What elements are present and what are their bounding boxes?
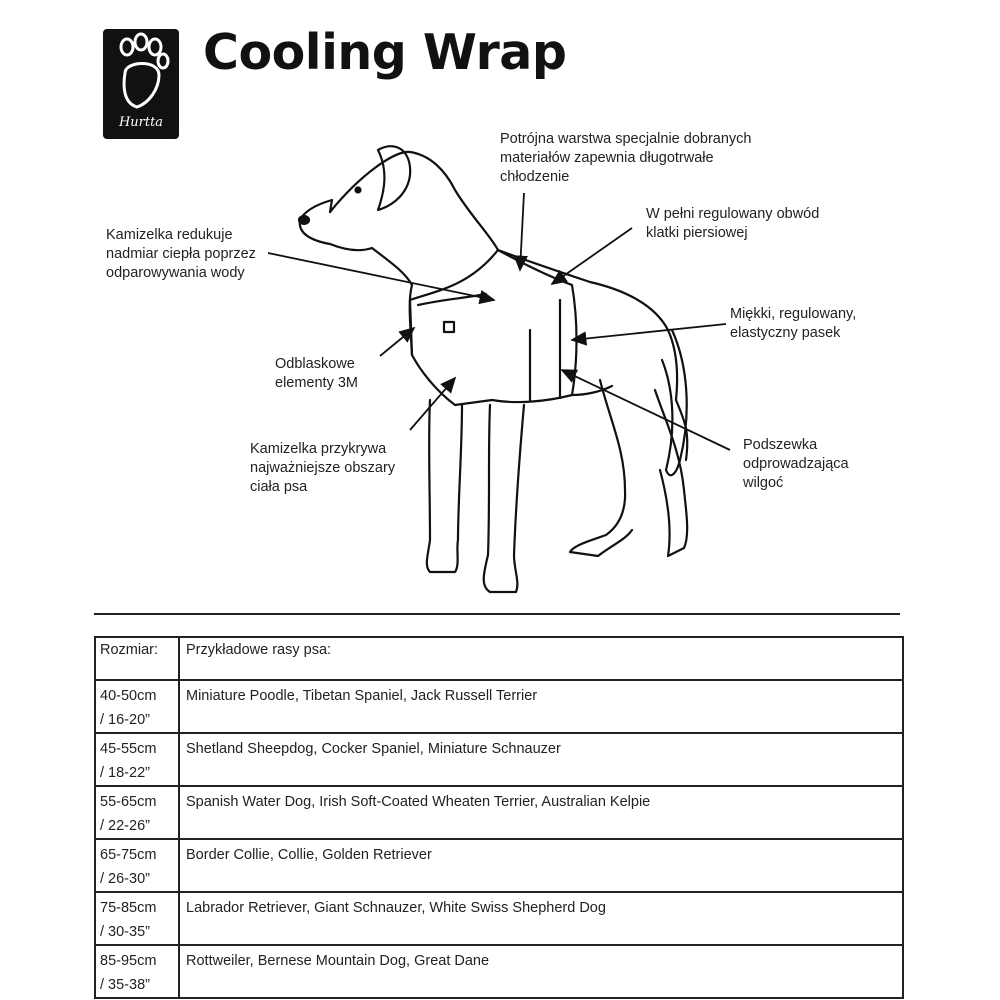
front-leg-left: [427, 400, 462, 572]
size-inch: / 35-38”: [100, 977, 150, 993]
arrow-adjustable: [552, 228, 632, 284]
size-cm: 40-50cm: [100, 688, 157, 704]
size-cm: 85-95cm: [100, 953, 157, 969]
front-leg-right: [484, 405, 524, 592]
breeds-cell: Miniature Poodle, Tibetan Spaniel, Jack Russell Terrier: [179, 680, 903, 733]
table-row: [95, 733, 903, 786]
vest: [410, 250, 577, 405]
divider: [94, 613, 900, 615]
size-cell: [95, 680, 179, 733]
breeds-cell: Border Collie, Collie, Golden Retriever: [179, 839, 903, 892]
size-cm: 75-85cm: [100, 900, 157, 916]
dog-head: [330, 152, 498, 250]
page-title: Cooling Wrap: [203, 24, 567, 81]
arrow-lining: [562, 370, 730, 450]
callout-strap: Miękki, regulowany, elastyczny pasek: [730, 306, 857, 341]
callout-lining: Podszewka odprowadzająca wilgoć: [743, 437, 849, 491]
breeds-cell: Rottweiler, Bernese Mountain Dog, Great Dane: [179, 945, 903, 998]
callout-reflective: Odblaskowe elementy 3M: [275, 356, 359, 391]
size-cell: [95, 839, 179, 892]
size-inch: / 30-35”: [100, 924, 150, 940]
size-cell: [95, 733, 179, 786]
callout-adjustable: W pełni regulowany obwód klatki piersiowej: [646, 206, 820, 241]
logo-text: Hurtta: [118, 115, 164, 130]
size-inch: / 16-20”: [100, 712, 150, 728]
table-row: [95, 680, 903, 733]
callout-layers: Potrójna warstwa specjalnie dobranych materiałów zapewnia długotrwałe chłodzenie: [500, 131, 752, 185]
callout-evaporation: Kamizelka redukuje nadmiar ciepła poprzez odparowywania wody: [106, 227, 256, 281]
hind-leg-left: [570, 380, 632, 556]
breeds-cell: Labrador Retriever, Giant Schnauzer, White Swiss Shepherd Dog: [179, 892, 903, 945]
table-row: [95, 892, 903, 945]
size-cell: [95, 892, 179, 945]
breeds-cell: Spanish Water Dog, Irish Soft-Coated Wheaten Terrier, Australian Kelpie: [179, 786, 903, 839]
size-inch: / 22-26”: [100, 818, 150, 834]
callout-coverage: Kamizelka przykrywa najważniejsze obszary ciała psa: [250, 441, 396, 495]
breeds-cell: Shetland Sheepdog, Cocker Spaniel, Miniature Schnauzer: [179, 733, 903, 786]
size-cm: 65-75cm: [100, 847, 157, 863]
arrow-evaporation: [268, 253, 494, 300]
table-row: [95, 786, 903, 839]
table-header-row: [95, 637, 903, 680]
arrow-reflective: [380, 328, 414, 356]
size-table: [94, 636, 904, 999]
size-cell: [95, 786, 179, 839]
size-cell: [95, 945, 179, 998]
size-inch: / 18-22”: [100, 765, 150, 781]
size-cm: 45-55cm: [100, 741, 157, 757]
size-cm: 55-65cm: [100, 794, 157, 810]
size-inch: / 26-30”: [100, 871, 150, 887]
table-row: [95, 945, 903, 998]
table-row: [95, 839, 903, 892]
arrow-strap: [572, 324, 726, 340]
header-size: Rozmiar:: [95, 637, 179, 680]
dog-back: [498, 250, 677, 400]
header-breeds: Przykładowe rasy psa:: [179, 637, 903, 680]
